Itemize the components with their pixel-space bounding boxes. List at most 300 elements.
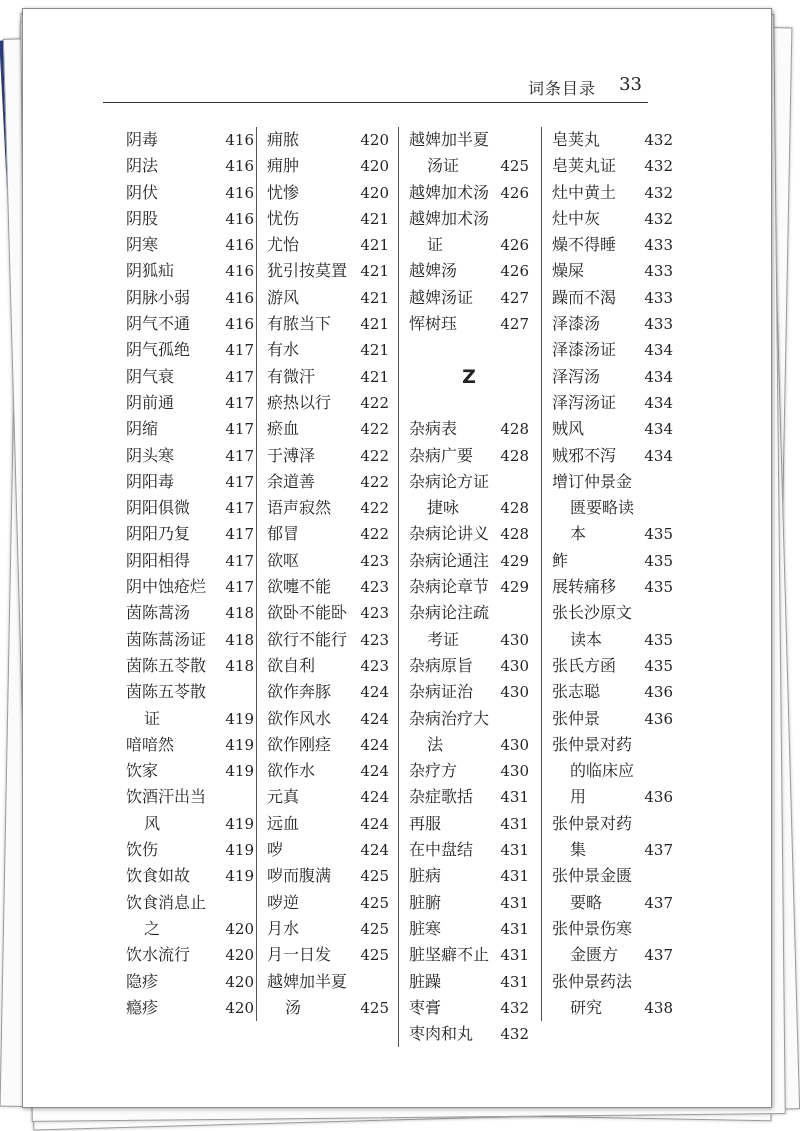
section-letter: Z [462,365,476,388]
index-entry [552,495,673,521]
entry-term: 杂疗方 [409,761,458,781]
entry-page-number: 423 [360,630,389,649]
entry-term: 犹引按莫置 [267,261,348,281]
entry-page-number: 429 [500,578,529,597]
entry-term: 越婢加术汤 [409,182,490,202]
entry-term: 哕而腹满 [267,866,332,886]
entry-page-number: 420 [360,131,389,149]
index-entry [552,232,673,258]
entry-term: 法 [427,734,444,754]
entry-term: 游风 [267,287,300,307]
index-entry [267,390,389,416]
entry-page-number: 428 [500,446,529,465]
index-entry [267,416,389,442]
entry-term: 欲作水 [267,761,316,781]
entry-term: 月一日发 [267,945,332,965]
entry-page-number: 438 [644,998,673,1017]
entry-page-number: 417 [225,446,254,465]
index-entry [552,337,673,363]
entry-term: 阴阳俱微 [126,498,191,518]
entry-page-number: 436 [644,683,673,702]
entry-term: 金匮方 [570,945,619,965]
entry-page-number: 420 [360,183,389,202]
entry-term: 饮酒汗出当 [126,787,207,807]
entry-page-number: 437 [644,893,673,912]
index-entry [126,890,254,916]
entry-term: 阴气衰 [126,366,175,386]
index-entry [409,180,529,206]
entry-page-number: 417 [225,393,254,412]
index-entry [409,364,529,390]
index-entry [126,127,254,153]
index-entry [409,916,529,942]
index-entry [126,364,254,390]
index-entry [552,285,673,311]
entry-page-number: 419 [225,762,254,781]
entry-term: 余道善 [267,471,316,491]
entry-page-number: 430 [500,630,529,649]
entry-term: 脏躁 [409,971,442,991]
index-entry [126,206,254,232]
entry-page-number: 420 [225,972,254,991]
entry-page-number: 422 [360,525,389,544]
index-entry [409,969,529,995]
index-entry [267,206,389,232]
index-column-3 [398,127,529,1047]
entry-term: 捷咏 [427,498,460,518]
index-entry [126,837,254,863]
index-entry [552,443,673,469]
entry-term: 越婢加术汤 [409,208,490,228]
entry-page-number: 417 [225,499,254,518]
index-entry [126,995,254,1021]
entry-page-number: 435 [644,656,673,675]
entry-page-number: 427 [500,288,529,307]
entry-term: 阴阳毒 [126,471,175,491]
entry-page-number: 424 [360,762,389,781]
entry-term: 饮家 [126,761,159,781]
index-entry [126,311,254,337]
entry-term: 欲嚏不能 [267,577,332,597]
index-entry [126,258,254,284]
entry-page-number: 434 [644,367,673,386]
entry-page-number: 431 [500,788,529,807]
entry-term: 证 [427,235,444,255]
entry-term: 欲作奔豚 [267,682,332,702]
index-entry [267,732,389,758]
index-entry [409,574,529,600]
entry-page-number: 426 [500,262,529,281]
index-entry [267,653,389,679]
entry-page-number: 428 [500,499,529,518]
entry-page-number: 417 [225,525,254,544]
index-entry [409,443,529,469]
index-entry [552,180,673,206]
index-entry [267,600,389,626]
index-entry [267,285,389,311]
entry-term: 张仲景药法 [552,971,633,991]
index-entry [126,942,254,968]
entry-term: 灶中黄土 [552,182,617,202]
entry-page-number: 417 [225,367,254,386]
index-entry [409,600,529,626]
entry-term: 阴头寒 [126,445,175,465]
index-entry [552,969,673,995]
index-entry [552,784,673,810]
entry-page-number: 419 [225,841,254,860]
index-entry [409,811,529,837]
index-column-4 [541,127,673,1021]
entry-term: 要略 [570,892,603,912]
index-entry [126,706,254,732]
entry-term: 灶中灰 [552,208,601,228]
index-entry [409,706,529,732]
entry-term: 忧伤 [267,208,300,228]
entry-term: 茵陈五苓散 [126,655,207,675]
entry-page-number: 431 [500,814,529,833]
entry-page-number: 424 [360,709,389,728]
entry-term: 越婢加半夏 [409,130,490,149]
entry-page-number: 421 [360,236,389,255]
entry-page-number: 424 [360,841,389,860]
index-entry [267,758,389,784]
index-entry [409,942,529,968]
entry-term: 张仲景对药 [552,813,633,833]
entry-term: 增订仲景金 [552,471,633,491]
entry-term: 杂症歌括 [409,787,474,807]
entry-page-number: 424 [360,788,389,807]
entry-term: 张氏方函 [552,655,617,675]
entry-page-number: 420 [225,998,254,1017]
index-entry [267,521,389,547]
entry-page-number: 432 [644,183,673,202]
index-entry [126,443,254,469]
entry-page-number: 435 [644,578,673,597]
index-entry [409,837,529,863]
entry-term: 脏寒 [409,918,442,938]
entry-page-number: 434 [644,446,673,465]
entry-term: 本 [570,524,587,544]
index-entry [552,469,673,495]
index-entry [267,574,389,600]
entry-page-number: 417 [225,551,254,570]
entry-term: 张仲景对药 [552,734,633,754]
entry-page-number: 418 [225,630,254,649]
entry-term: 汤 [285,997,302,1017]
entry-term: 燥不得睡 [552,235,617,255]
entry-page-number: 416 [225,131,254,149]
entry-term: 枣肉和丸 [409,1024,474,1044]
entry-term: 再服 [409,813,442,833]
index-entry [126,548,254,574]
page-number: 33 [619,74,642,95]
entry-term: 阴法 [126,156,159,176]
index-entry [409,758,529,784]
entry-term: 皂荚丸 [552,130,601,149]
entry-term: 汤证 [427,156,460,176]
entry-page-number: 426 [500,236,529,255]
entry-term: 阴中蚀疮烂 [126,577,207,597]
entry-term: 隐疹 [126,971,159,991]
index-entry [409,521,529,547]
entry-term: 杂病证治 [409,682,474,702]
entry-term: 枣膏 [409,997,442,1017]
index-entry [552,679,673,705]
entry-page-number: 436 [644,709,673,728]
index-entry [267,364,389,390]
entry-page-number: 416 [225,157,254,176]
entry-term: 脏坚癖不止 [409,945,490,965]
index-entry [126,758,254,784]
entry-page-number: 425 [360,998,389,1017]
entry-page-number: 432 [500,998,529,1017]
entry-term: 月水 [267,918,300,938]
index-entry [267,706,389,732]
entry-term: 杂病表 [409,419,458,439]
index-entry [552,916,673,942]
entry-term: 阴阳相得 [126,550,191,570]
entry-term: 阴气不通 [126,314,191,334]
entry-term: 阴脉小弱 [126,287,191,307]
index-entry [267,837,389,863]
entry-page-number: 423 [360,578,389,597]
index-entry [409,390,529,416]
entry-page-number: 425 [360,867,389,886]
index-entry [267,153,389,179]
entry-page-number: 418 [225,656,254,675]
index-entry [552,311,673,337]
index-entry [267,916,389,942]
index-entry [409,258,529,284]
index-entry [409,469,529,495]
entry-term: 饮食如故 [126,866,191,886]
entry-page-number: 420 [360,157,389,176]
entry-term: 张长沙原文 [552,603,633,623]
entry-term: 越婢加半夏 [267,971,348,991]
index-entry [267,863,389,889]
index-entry [126,285,254,311]
index-entry [409,153,529,179]
index-entry [409,495,529,521]
entry-page-number: 430 [500,762,529,781]
index-entry [126,574,254,600]
entry-page-number: 420 [225,946,254,965]
entry-term: 泽泻汤 [552,366,601,386]
index-entry [267,942,389,968]
index-entry [552,416,673,442]
index-entry [126,811,254,837]
entry-term: 痈脓 [267,130,300,149]
entry-term: 阴前通 [126,392,175,412]
entry-term: 阴气孤绝 [126,340,191,360]
index-entry [409,127,529,153]
entry-term: 在中盘结 [409,840,474,860]
index-entry [126,627,254,653]
index-entry [409,732,529,758]
entry-term: 欲卧不能卧 [267,603,348,623]
index-column-2 [256,127,389,1021]
index-entry [126,153,254,179]
entry-term: 哕逆 [267,892,300,912]
entry-term: 痈肿 [267,156,300,176]
page-header [103,70,648,103]
index-entry [552,258,673,284]
entry-term: 郁冒 [267,524,300,544]
index-entry [409,863,529,889]
entry-page-number: 423 [360,656,389,675]
entry-page-number: 422 [360,393,389,412]
index-entry [126,521,254,547]
entry-term: 于溥泽 [267,445,316,465]
index-entry [552,942,673,968]
entry-page-number: 437 [644,841,673,860]
entry-term: 哕 [267,840,284,860]
entry-page-number: 431 [500,972,529,991]
entry-term: 集 [570,840,587,860]
index-entry [552,627,673,653]
entry-page-number: 430 [500,656,529,675]
entry-page-number: 428 [500,420,529,439]
entry-term: 燥屎 [552,261,585,281]
entry-page-number: 432 [644,131,673,149]
entry-page-number: 416 [225,209,254,228]
entry-term: 欲自利 [267,655,316,675]
entry-page-number: 432 [644,157,673,176]
entry-page-number: 421 [360,315,389,334]
index-entry [552,653,673,679]
header-title: 词条目录 [527,79,596,98]
index-column-1 [126,127,254,1021]
entry-page-number: 426 [500,183,529,202]
entry-page-number: 433 [644,315,673,334]
entry-page-number: 422 [360,499,389,518]
entry-page-number: 422 [360,420,389,439]
entry-term: 杂病论注疏 [409,603,490,623]
index-entry [267,258,389,284]
index-entry [409,627,529,653]
entry-term: 研究 [570,997,603,1017]
entry-page-number: 423 [360,604,389,623]
entry-page-number: 416 [225,315,254,334]
entry-term: 杂病治疗大 [409,708,490,728]
entry-term: 越婢汤 [409,261,458,281]
entry-page-number: 437 [644,946,673,965]
entry-page-number: 416 [225,183,254,202]
entry-page-number: 425 [360,919,389,938]
index-entry [267,469,389,495]
entry-page-number: 433 [644,236,673,255]
index-entry [267,811,389,837]
entry-term: 杂病论讲义 [409,524,490,544]
index-entry [409,653,529,679]
index-entry [267,890,389,916]
entry-term: 杂病论章节 [409,577,490,597]
entry-term: 阴伏 [126,182,159,202]
entry-page-number: 421 [360,209,389,228]
entry-term: 茵陈蒿汤证 [126,629,207,649]
index-entry [267,627,389,653]
index-entry [409,1021,529,1047]
index-entry [552,574,673,600]
index-entry [552,127,673,153]
index-entry [126,495,254,521]
entry-term: 杂病原旨 [409,655,474,675]
entry-page-number: 424 [360,735,389,754]
index-entry [267,232,389,258]
entry-page-number: 431 [500,841,529,860]
entry-term: 泽漆汤 [552,314,601,334]
entry-page-number: 434 [644,393,673,412]
entry-term: 瘾疹 [126,997,159,1017]
index-entry [409,784,529,810]
index-entry [267,679,389,705]
entry-page-number: 423 [360,551,389,570]
index-entry [552,758,673,784]
entry-page-number: 435 [644,551,673,570]
index-entry [126,916,254,942]
index-entry [552,153,673,179]
entry-term: 张仲景伤寒 [552,918,633,938]
entry-page-number: 420 [225,919,254,938]
index-entry [267,311,389,337]
entry-page-number: 417 [225,472,254,491]
entry-term: 的临床应 [570,761,635,781]
entry-term: 展转痛移 [552,577,617,597]
index-entry [409,995,529,1021]
index-entry [552,206,673,232]
index-entry [126,863,254,889]
entry-term: 饮伤 [126,840,159,860]
entry-term: 饮水流行 [126,945,191,965]
index-entry [409,337,529,363]
entry-term: 有微汗 [267,366,316,386]
entry-term: 阴毒 [126,130,159,149]
index-entry [267,784,389,810]
index-entry [126,416,254,442]
entry-term: 远血 [267,813,300,833]
entry-term: 尤怡 [267,235,300,255]
entry-term: 阴狐疝 [126,261,175,281]
entry-page-number: 436 [644,788,673,807]
entry-term: 恽树珏 [409,314,458,334]
entry-term: 鲊 [552,550,569,570]
entry-term: 饮食消息止 [126,892,207,912]
entry-term: 元真 [267,787,300,807]
index-entry [552,863,673,889]
entry-term: 张仲景 [552,708,601,728]
entry-term: 语声寂然 [267,498,332,518]
index-entry [409,206,529,232]
index-entry [126,653,254,679]
index-entry [409,416,529,442]
entry-page-number: 417 [225,578,254,597]
index-entry [267,548,389,574]
entry-term: 茵陈蒿汤 [126,603,191,623]
entry-page-number: 435 [644,525,673,544]
entry-page-number: 421 [360,341,389,360]
index-entry [126,732,254,758]
index-entry [126,390,254,416]
entry-page-number: 416 [225,288,254,307]
entry-page-number: 422 [360,446,389,465]
index-entry [409,890,529,916]
entry-term: 欲行不能行 [267,629,348,649]
entry-term: 欲呕 [267,550,300,570]
index-entry [126,469,254,495]
entry-term: 越婢汤证 [409,287,474,307]
index-entry [552,706,673,732]
entry-term: 匮要略读 [570,498,635,518]
